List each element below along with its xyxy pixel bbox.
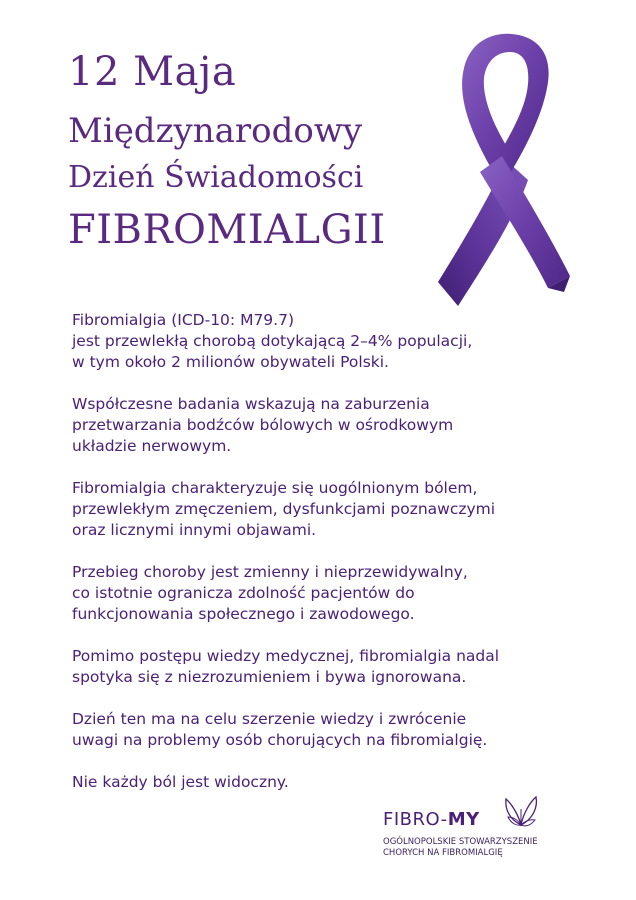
title-line-2: Dzień Świadomości (68, 160, 364, 195)
body-text (72, 310, 572, 814)
awareness-ribbon-icon (436, 30, 572, 312)
paragraph-research: Współczesne badania wskazują na zaburzenia przetwarzania bodźców bólowych w ośrodkowym układzie nerwowym. (72, 395, 454, 455)
paragraph-course: Przebieg choroby jest zmienny i nieprzewidywalny, co istotnie ogranicza zdolność pacjentów do funkcjonowania społecznego i zawodowego. (72, 563, 468, 623)
title-line-1: Międzynarodowy (68, 111, 363, 151)
logo-name-prefix: FIBRO- (383, 809, 448, 830)
logo-subtitle: OGÓLNOPOLSKIE STOWARZYSZENIE CHORYCH NA FIBROMIALGIĘ (383, 837, 538, 858)
paragraph-purpose: Dzień ten ma na celu szerzenie wiedzy i zwrócenie uwagi na problemy osób chorujących na fibromialgię. (72, 710, 488, 749)
paragraph-symptoms: Fibromialgia charakteryzuje się uogólnionym bólem, przewlekłym zmęczeniem, dysfunkcjami poznawczymi oraz licznymi innymi objawami. (72, 479, 496, 539)
logo-name-suffix: MY (447, 809, 480, 830)
organization-logo (383, 795, 553, 865)
event-date: 12 Maja (68, 49, 237, 95)
logo-name (383, 809, 480, 830)
title-main: FIBROMIALGII (68, 207, 386, 253)
butterfly-icon (503, 795, 539, 831)
paragraph-awareness: Pomimo postępu wiedzy medycznej, fibromialgia nadal spotyka się z niezrozumieniem i bywa ignorowana. (72, 647, 500, 686)
paragraph-prevalence: Fibromialgia (ICD-10: M79.7) jest przewlekłą chorobą dotykającą 2–4% populacji, w tym około 2 milionów obywateli Polski. (72, 311, 473, 371)
paragraph-slogan: Nie każdy ból jest widoczny. (72, 773, 289, 791)
